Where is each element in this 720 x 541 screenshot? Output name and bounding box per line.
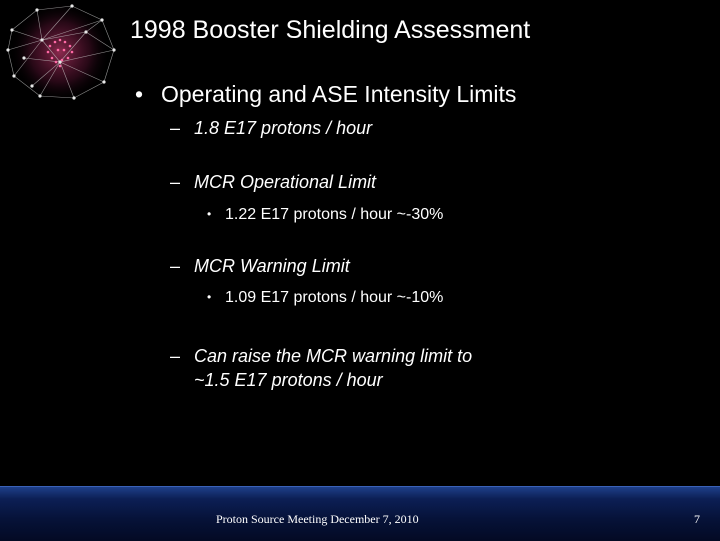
dash-symbol: –	[170, 118, 181, 138]
dash-symbol: –	[170, 172, 181, 192]
footer-text: Proton Source Meeting December 7, 2010	[216, 512, 419, 526]
sub-item-text: MCR Operational Limit	[194, 172, 377, 192]
bullet-symbol: •	[207, 207, 212, 221]
dash-symbol: –	[170, 346, 181, 366]
globe-network-logo-icon	[2, 2, 120, 102]
bullet-symbol: •	[207, 290, 212, 304]
sub-item-4	[170, 344, 472, 392]
sub-item-2	[170, 170, 376, 194]
dash-symbol: –	[170, 256, 181, 276]
sub-item-1	[170, 116, 372, 140]
sub-sub-item-text: 1.22 E17 protons / hour ~-30%	[225, 206, 444, 223]
sub-sub-item-text: 1.09 E17 protons / hour ~-10%	[225, 289, 444, 306]
sub-item-text: 1.8 E17 protons / hour	[194, 118, 373, 138]
sub-sub-item-1	[207, 203, 443, 226]
sub-item-3	[170, 254, 350, 278]
slide-title: 1998 Booster Shielding Assessment	[130, 16, 531, 44]
bullet-symbol: •	[135, 81, 144, 107]
page-number: 7	[694, 512, 700, 526]
sub-sub-item-2	[207, 286, 443, 309]
sub-item-text-continued: ~1.5 E17 protons / hour	[194, 370, 383, 390]
sub-item-text: MCR Warning Limit	[194, 256, 350, 276]
sub-item-text: Can raise the MCR warning limit to	[194, 346, 473, 366]
main-bullet	[135, 79, 516, 109]
main-bullet-text: Operating and ASE Intensity Limits	[161, 81, 517, 107]
